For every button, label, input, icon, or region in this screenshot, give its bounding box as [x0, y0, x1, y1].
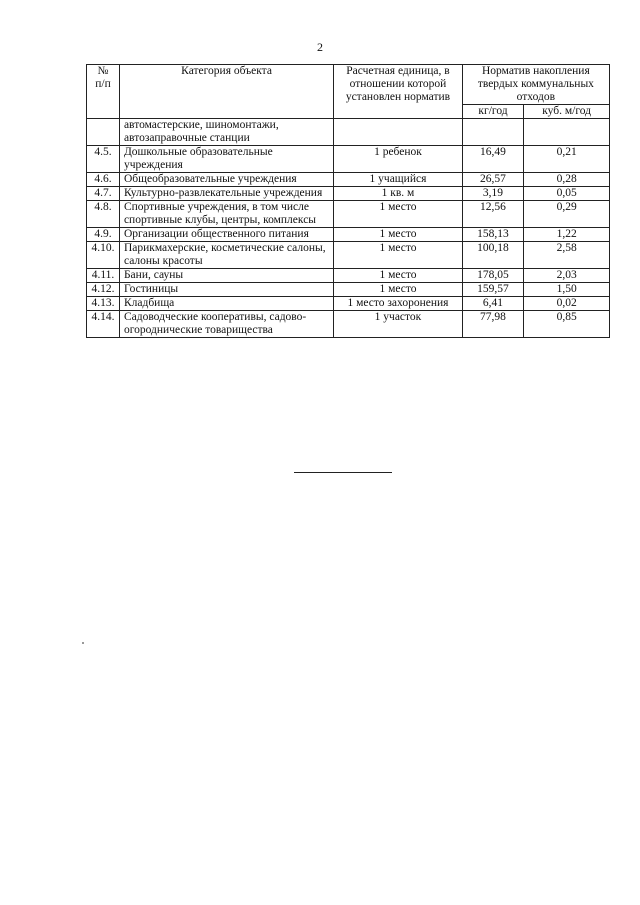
- table-row: [87, 269, 610, 283]
- row-m3: 1,50: [524, 283, 610, 297]
- row-category: Культурно-развлекательные учреждения: [119, 187, 333, 201]
- row-m3: [524, 119, 610, 146]
- row-number: [87, 119, 120, 146]
- row-m3: 0,05: [524, 187, 610, 201]
- row-number: 4.14.: [87, 311, 120, 338]
- end-divider: [294, 472, 392, 473]
- table-row: [87, 283, 610, 297]
- row-m3: 0,85: [524, 311, 610, 338]
- row-unit: 1 ребенок: [334, 146, 463, 173]
- header-kg-per-year: кг/год: [462, 105, 524, 119]
- row-number: 4.10.: [87, 242, 120, 269]
- row-m3: 2,03: [524, 269, 610, 283]
- row-m3: 0,29: [524, 201, 610, 228]
- row-number: 4.9.: [87, 228, 120, 242]
- row-category: Организации общественного питания: [119, 228, 333, 242]
- row-category: Общеобразовательные учреждения: [119, 173, 333, 187]
- row-unit: 1 место захоронения: [334, 297, 463, 311]
- row-kg: 178,05: [462, 269, 524, 283]
- row-category: Гостиницы: [119, 283, 333, 297]
- row-unit: 1 кв. м: [334, 187, 463, 201]
- row-kg: 12,56: [462, 201, 524, 228]
- row-number: 4.12.: [87, 283, 120, 297]
- row-unit: 1 участок: [334, 311, 463, 338]
- row-kg: 26,57: [462, 173, 524, 187]
- table-row: [87, 311, 610, 338]
- norms-table: [86, 64, 610, 338]
- row-number: 4.13.: [87, 297, 120, 311]
- row-unit: [334, 119, 463, 146]
- row-kg: 159,57: [462, 283, 524, 297]
- table-row: [87, 228, 610, 242]
- row-unit: 1 место: [334, 242, 463, 269]
- table-row: [87, 201, 610, 228]
- row-kg: 77,98: [462, 311, 524, 338]
- row-unit: 1 учащийся: [334, 173, 463, 187]
- row-kg: [462, 119, 524, 146]
- row-m3: 0,28: [524, 173, 610, 187]
- header-unit: Расчетная единица, в отношении которой установлен норматив: [334, 65, 463, 119]
- scan-speck: [82, 642, 84, 644]
- row-m3: 1,22: [524, 228, 610, 242]
- row-number: 4.11.: [87, 269, 120, 283]
- table-row: [87, 187, 610, 201]
- row-number: 4.7.: [87, 187, 120, 201]
- row-number: 4.6.: [87, 173, 120, 187]
- row-unit: 1 место: [334, 283, 463, 297]
- table-row: [87, 173, 610, 187]
- row-category: Кладбища: [119, 297, 333, 311]
- row-category: Спортивные учреждения, в том числе спортивные клубы, центры, комплексы: [119, 201, 333, 228]
- table-row: [87, 297, 610, 311]
- row-unit: 1 место: [334, 228, 463, 242]
- row-m3: 0,02: [524, 297, 610, 311]
- row-category: Садоводческие кооперативы, садово-огороднические товарищества: [119, 311, 333, 338]
- row-number: 4.8.: [87, 201, 120, 228]
- row-kg: 158,13: [462, 228, 524, 242]
- header-number: № п/п: [87, 65, 120, 119]
- row-m3: 2,58: [524, 242, 610, 269]
- row-category: Дошкольные образовательные учреждения: [119, 146, 333, 173]
- row-unit: 1 место: [334, 269, 463, 283]
- row-kg: 3,19: [462, 187, 524, 201]
- row-category: Бани, сауны: [119, 269, 333, 283]
- header-norm: Норматив накопления твердых коммунальных отходов: [462, 65, 609, 105]
- table-row: [87, 119, 610, 146]
- row-kg: 6,41: [462, 297, 524, 311]
- row-number: 4.5.: [87, 146, 120, 173]
- row-category: Парикмахерские, косметические салоны, салоны красоты: [119, 242, 333, 269]
- header-m3-per-year: куб. м/год: [524, 105, 610, 119]
- table-row: [87, 146, 610, 173]
- row-unit: 1 место: [334, 201, 463, 228]
- row-category: автомастерские, шиномонтажи, автозаправочные станции: [119, 119, 333, 146]
- table-row: [87, 242, 610, 269]
- row-kg: 100,18: [462, 242, 524, 269]
- header-category: Категория объекта: [119, 65, 333, 119]
- row-kg: 16,49: [462, 146, 524, 173]
- row-m3: 0,21: [524, 146, 610, 173]
- page-number: 2: [317, 40, 323, 54]
